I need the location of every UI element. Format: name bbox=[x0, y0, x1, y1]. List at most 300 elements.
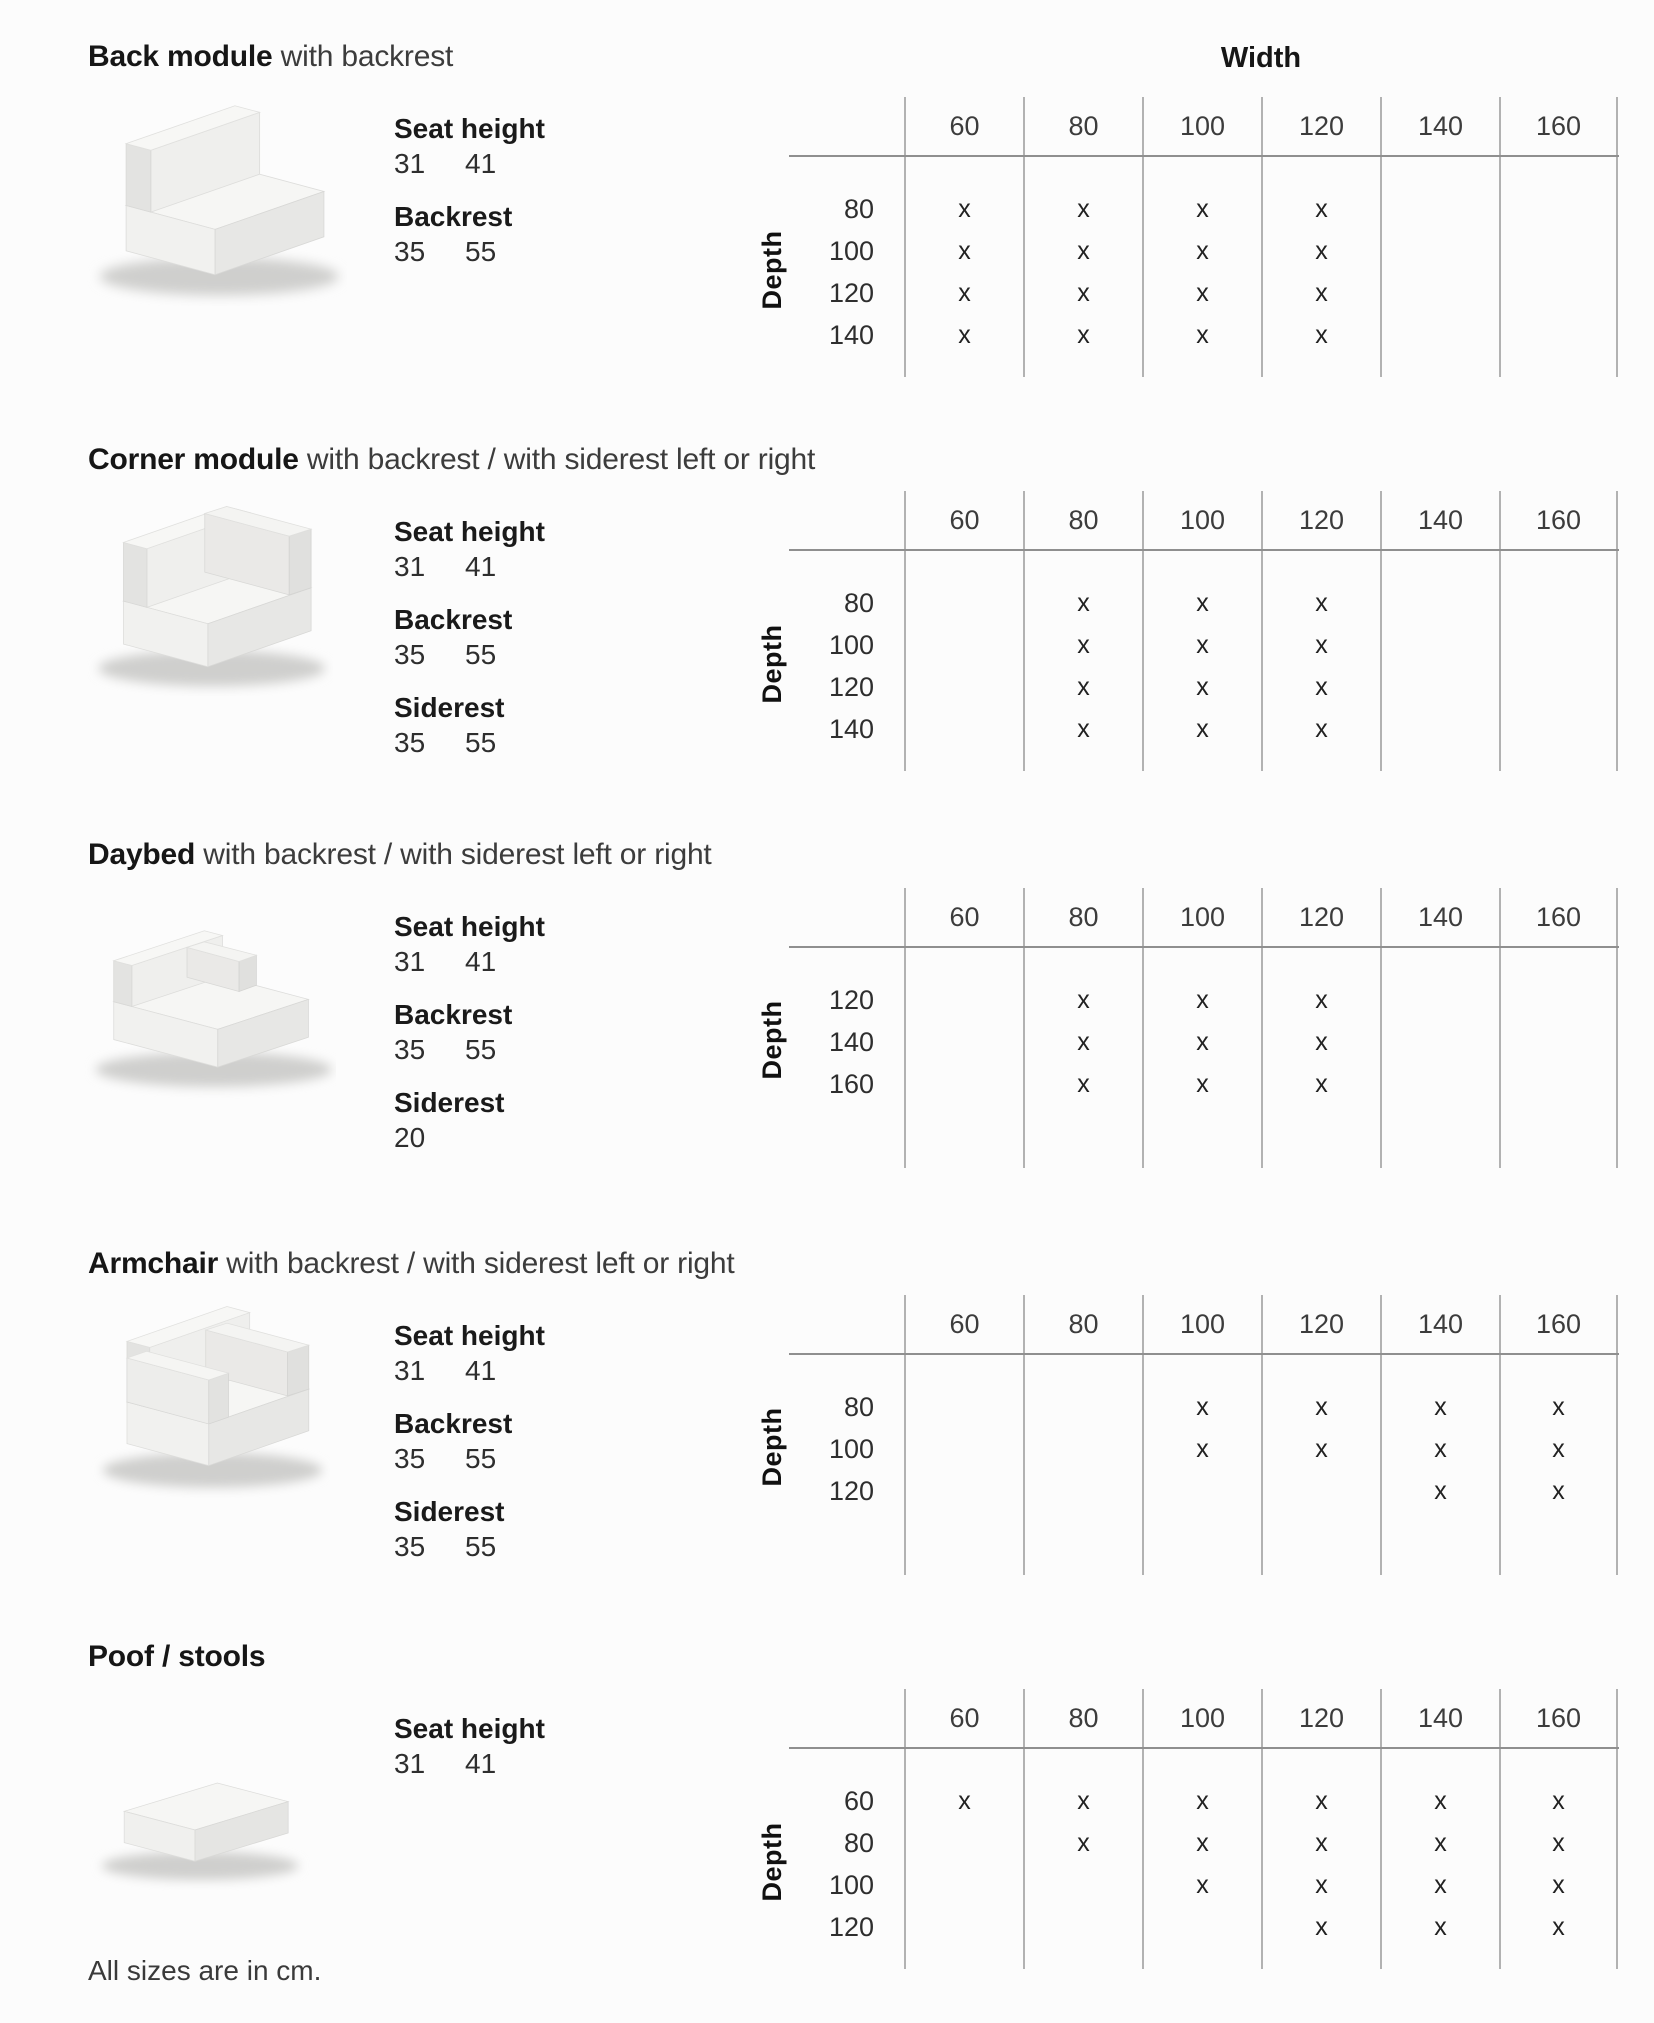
spec-label: Backrest bbox=[394, 1408, 513, 1439]
spec-siderest bbox=[394, 1086, 545, 1155]
section-title-name: Poof / stools bbox=[88, 1640, 266, 1673]
width-header-cell: 80 bbox=[1023, 1689, 1142, 1747]
empty-cell bbox=[1380, 1948, 1499, 1969]
spec-label: Seat height bbox=[394, 113, 545, 144]
spec-value-min: 31 bbox=[394, 1748, 426, 1779]
spec-value-min: 35 bbox=[394, 1443, 426, 1474]
availability-mark: x bbox=[1499, 1864, 1618, 1906]
empty-cell bbox=[1499, 272, 1618, 314]
empty-cell bbox=[1380, 1105, 1499, 1168]
empty-cell bbox=[1380, 356, 1499, 377]
table-row bbox=[789, 230, 1619, 272]
spec-values bbox=[394, 638, 545, 672]
depth-value: 100 bbox=[828, 1869, 874, 1900]
depth-axis-label: Depth bbox=[756, 230, 787, 310]
spec-value-min: 35 bbox=[394, 727, 426, 758]
empty-cell bbox=[1380, 582, 1499, 624]
width-header-cell: 60 bbox=[904, 1295, 1023, 1353]
empty-cell bbox=[1142, 551, 1261, 582]
availability-mark: x bbox=[1023, 230, 1142, 272]
depth-value: 100 bbox=[828, 235, 874, 266]
table-row bbox=[789, 1295, 1619, 1355]
table-row bbox=[789, 157, 1619, 188]
empty-cell bbox=[1023, 157, 1142, 188]
table-row bbox=[789, 1780, 1619, 1822]
empty-cell bbox=[1499, 1063, 1618, 1105]
spec-list bbox=[394, 1319, 545, 1583]
table-row bbox=[789, 1021, 1619, 1063]
spec-label: Backrest bbox=[394, 604, 513, 635]
section-title-subtitle: with backrest bbox=[272, 40, 454, 73]
empty-cell bbox=[904, 1822, 1023, 1864]
availability-mark: x bbox=[1261, 1906, 1380, 1948]
depth-axis-spacer bbox=[789, 356, 904, 377]
availability-mark: x bbox=[1023, 1021, 1142, 1063]
units-note: All sizes are in cm. bbox=[88, 1955, 322, 1986]
availability-mark: x bbox=[1142, 666, 1261, 708]
spec-value-max: 55 bbox=[465, 1531, 497, 1562]
section-title-subtitle: with backrest / with siderest left or right bbox=[218, 1247, 735, 1280]
availability-mark: x bbox=[1261, 666, 1380, 708]
width-header-cell: 160 bbox=[1499, 888, 1618, 946]
empty-cell bbox=[1142, 1105, 1261, 1168]
empty-cell bbox=[904, 1864, 1023, 1906]
width-header-cell: 60 bbox=[904, 888, 1023, 946]
empty-cell bbox=[1499, 551, 1618, 582]
empty-cell bbox=[1380, 272, 1499, 314]
availability-mark: x bbox=[1499, 1906, 1618, 1948]
empty-cell bbox=[1023, 948, 1142, 979]
empty-cell bbox=[1499, 356, 1618, 377]
section-corner-module bbox=[0, 443, 1654, 843]
empty-cell bbox=[904, 666, 1023, 708]
empty-cell bbox=[1380, 188, 1499, 230]
width-header-cell: 80 bbox=[1023, 491, 1142, 549]
depth-value: 140 bbox=[828, 319, 874, 350]
width-header-cell: 100 bbox=[1142, 1689, 1261, 1747]
empty-cell bbox=[1261, 356, 1380, 377]
spec-backrest bbox=[394, 200, 545, 269]
empty-cell bbox=[1023, 1105, 1142, 1168]
empty-cell bbox=[904, 1906, 1023, 1948]
spec-values bbox=[394, 235, 545, 269]
width-header-cell: 100 bbox=[1142, 1295, 1261, 1353]
empty-cell bbox=[1380, 1749, 1499, 1780]
depth-axis-label: Depth bbox=[756, 1000, 787, 1080]
availability-mark: x bbox=[1142, 1021, 1261, 1063]
empty-cell bbox=[1261, 750, 1380, 771]
availability-mark: x bbox=[1023, 188, 1142, 230]
empty-cell bbox=[1499, 230, 1618, 272]
width-header-cell: 80 bbox=[1023, 97, 1142, 155]
availability-mark: x bbox=[1142, 230, 1261, 272]
spec-backrest bbox=[394, 1407, 545, 1476]
depth-value: 120 bbox=[828, 1911, 874, 1942]
availability-mark: x bbox=[1380, 1386, 1499, 1428]
spec-value-max: 55 bbox=[465, 639, 497, 670]
depth-value: 80 bbox=[843, 587, 874, 618]
spec-values bbox=[394, 550, 545, 584]
spec-values bbox=[394, 1747, 545, 1781]
table-row bbox=[789, 1512, 1619, 1575]
spec-seat-height bbox=[394, 1712, 545, 1781]
daybed-image bbox=[68, 904, 336, 1101]
spec-seat-height bbox=[394, 515, 545, 584]
depth-value: 140 bbox=[828, 713, 874, 744]
spec-label: Seat height bbox=[394, 1713, 545, 1744]
depth-axis-spacer bbox=[789, 1512, 904, 1575]
table-row bbox=[789, 272, 1619, 314]
width-header-cell: 80 bbox=[1023, 888, 1142, 946]
empty-cell bbox=[1261, 1355, 1380, 1386]
section-daybed bbox=[0, 838, 1654, 1238]
spec-label: Siderest bbox=[394, 1087, 505, 1118]
width-header-cell: 100 bbox=[1142, 491, 1261, 549]
empty-cell bbox=[1261, 157, 1380, 188]
availability-mark: x bbox=[1261, 272, 1380, 314]
availability-mark: x bbox=[1023, 1780, 1142, 1822]
spec-value-min: 31 bbox=[394, 551, 426, 582]
availability-mark: x bbox=[1023, 624, 1142, 666]
empty-cell bbox=[904, 551, 1023, 582]
spec-value-min: 35 bbox=[394, 236, 426, 267]
availability-mark: x bbox=[1023, 979, 1142, 1021]
depth-axis-spacer bbox=[789, 1355, 904, 1386]
empty-cell bbox=[1142, 1906, 1261, 1948]
empty-cell bbox=[904, 1021, 1023, 1063]
section-title-subtitle: with backrest / with siderest left or right bbox=[298, 443, 816, 476]
spec-value-min: 35 bbox=[394, 1531, 426, 1562]
width-header-cell: 120 bbox=[1261, 491, 1380, 549]
width-header-cell: 120 bbox=[1261, 888, 1380, 946]
width-header-cell: 100 bbox=[1142, 888, 1261, 946]
availability-mark: x bbox=[1023, 666, 1142, 708]
empty-cell bbox=[1023, 1428, 1142, 1470]
spec-value-min: 35 bbox=[394, 639, 426, 670]
size-matrix-daybed bbox=[756, 888, 1619, 1168]
depth-value: 160 bbox=[828, 1068, 874, 1099]
availability-mark: x bbox=[1380, 1780, 1499, 1822]
spec-seat-height bbox=[394, 910, 545, 979]
empty-cell bbox=[1499, 666, 1618, 708]
depth-axis-spacer bbox=[789, 551, 904, 582]
spec-backrest bbox=[394, 998, 545, 1067]
spec-values bbox=[394, 1033, 545, 1067]
availability-mark: x bbox=[1499, 1822, 1618, 1864]
availability-mark: x bbox=[1142, 1780, 1261, 1822]
table-row bbox=[789, 666, 1619, 708]
table-row bbox=[789, 1689, 1619, 1749]
depth-value: 100 bbox=[828, 629, 874, 660]
availability-mark: x bbox=[1380, 1906, 1499, 1948]
empty-cell bbox=[1261, 1948, 1380, 1969]
availability-mark: x bbox=[1142, 1428, 1261, 1470]
spec-value-min: 35 bbox=[394, 1034, 426, 1065]
width-header-cell: 160 bbox=[1499, 1295, 1618, 1353]
empty-cell bbox=[1499, 157, 1618, 188]
availability-mark: x bbox=[1261, 708, 1380, 750]
depth-axis-spacer bbox=[789, 888, 904, 946]
availability-mark: x bbox=[1261, 314, 1380, 356]
table-row bbox=[789, 1063, 1619, 1105]
width-axis-label: Width bbox=[1220, 42, 1302, 74]
availability-mark: x bbox=[1499, 1428, 1618, 1470]
empty-cell bbox=[1023, 1749, 1142, 1780]
width-header-cell: 140 bbox=[1380, 97, 1499, 155]
empty-cell bbox=[1380, 624, 1499, 666]
availability-mark: x bbox=[1142, 1864, 1261, 1906]
table-row bbox=[789, 888, 1619, 948]
section-title bbox=[88, 1640, 265, 1674]
size-matrix-armchair bbox=[756, 1295, 1619, 1575]
corner-module-image bbox=[75, 501, 333, 696]
empty-cell bbox=[1499, 979, 1618, 1021]
empty-cell bbox=[1380, 157, 1499, 188]
empty-cell bbox=[1023, 1948, 1142, 1969]
poof-image bbox=[72, 1742, 318, 1891]
empty-cell bbox=[1380, 314, 1499, 356]
empty-cell bbox=[1380, 666, 1499, 708]
spec-seat-height bbox=[394, 1319, 545, 1388]
availability-mark: x bbox=[1261, 1021, 1380, 1063]
empty-cell bbox=[1261, 1749, 1380, 1780]
spec-value-max: 55 bbox=[465, 1443, 497, 1474]
empty-cell bbox=[1380, 1063, 1499, 1105]
empty-cell bbox=[1499, 188, 1618, 230]
table-row bbox=[789, 979, 1619, 1021]
spec-seat-height bbox=[394, 112, 545, 181]
empty-cell bbox=[904, 624, 1023, 666]
depth-axis-spacer bbox=[789, 1749, 904, 1780]
availability-mark: x bbox=[1023, 1822, 1142, 1864]
availability-mark: x bbox=[1261, 230, 1380, 272]
availability-mark: x bbox=[1142, 188, 1261, 230]
table-row bbox=[789, 948, 1619, 979]
empty-cell bbox=[1499, 314, 1618, 356]
spec-values bbox=[394, 1354, 545, 1388]
empty-cell bbox=[1499, 624, 1618, 666]
spec-values bbox=[394, 1121, 545, 1155]
spec-label: Siderest bbox=[394, 692, 505, 723]
depth-axis-spacer bbox=[789, 1689, 904, 1747]
availability-mark: x bbox=[1142, 1822, 1261, 1864]
spec-list bbox=[394, 910, 545, 1174]
spec-value-max: 41 bbox=[465, 1355, 497, 1386]
spec-list bbox=[394, 515, 545, 779]
width-header-cell: 160 bbox=[1499, 491, 1618, 549]
table-row bbox=[789, 1428, 1619, 1470]
availability-mark: x bbox=[1142, 708, 1261, 750]
table-row bbox=[789, 1470, 1619, 1512]
empty-cell bbox=[1142, 1470, 1261, 1512]
width-header-cell: 140 bbox=[1380, 1689, 1499, 1747]
table-row bbox=[789, 314, 1619, 356]
table-row bbox=[789, 1105, 1619, 1168]
empty-cell bbox=[1499, 750, 1618, 771]
table-row bbox=[789, 97, 1619, 157]
spec-values bbox=[394, 147, 545, 181]
empty-cell bbox=[1142, 1749, 1261, 1780]
depth-axis-spacer bbox=[789, 157, 904, 188]
spec-values bbox=[394, 1530, 545, 1564]
availability-mark: x bbox=[1142, 582, 1261, 624]
empty-cell bbox=[1499, 1355, 1618, 1386]
empty-cell bbox=[904, 1470, 1023, 1512]
empty-cell bbox=[1142, 948, 1261, 979]
empty-cell bbox=[1023, 1906, 1142, 1948]
depth-value: 120 bbox=[828, 1475, 874, 1506]
empty-cell bbox=[1380, 708, 1499, 750]
spec-siderest bbox=[394, 691, 545, 760]
availability-mark: x bbox=[1023, 314, 1142, 356]
availability-mark: x bbox=[1261, 1780, 1380, 1822]
empty-cell bbox=[904, 708, 1023, 750]
spec-value-max: 41 bbox=[465, 946, 497, 977]
spec-label: Seat height bbox=[394, 911, 545, 942]
depth-value: 140 bbox=[828, 1026, 874, 1057]
depth-axis-spacer bbox=[789, 97, 904, 155]
depth-axis-label: Depth bbox=[756, 1822, 787, 1902]
width-header-cell: 60 bbox=[904, 491, 1023, 549]
spec-label: Backrest bbox=[394, 999, 513, 1030]
availability-mark: x bbox=[1142, 314, 1261, 356]
table-row bbox=[789, 551, 1619, 582]
availability-mark: x bbox=[1499, 1780, 1618, 1822]
width-header-cell: 120 bbox=[1261, 97, 1380, 155]
spec-label: Seat height bbox=[394, 516, 545, 547]
table-row bbox=[789, 1386, 1619, 1428]
spec-value-max: 55 bbox=[465, 236, 497, 267]
availability-mark: x bbox=[1023, 1063, 1142, 1105]
spec-value-min: 20 bbox=[394, 1122, 426, 1153]
empty-cell bbox=[1499, 948, 1618, 979]
empty-cell bbox=[1380, 750, 1499, 771]
table-row bbox=[789, 1355, 1619, 1386]
size-matrix-poof-stools bbox=[756, 1689, 1619, 1969]
spec-label: Siderest bbox=[394, 1496, 505, 1527]
spec-label: Backrest bbox=[394, 201, 513, 232]
availability-mark: x bbox=[904, 272, 1023, 314]
empty-cell bbox=[1261, 551, 1380, 582]
availability-mark: x bbox=[1261, 1428, 1380, 1470]
empty-cell bbox=[1499, 1512, 1618, 1575]
table-row bbox=[789, 1906, 1619, 1948]
depth-axis-label: Depth bbox=[756, 1407, 787, 1487]
availability-mark: x bbox=[1261, 1063, 1380, 1105]
depth-value: 120 bbox=[828, 277, 874, 308]
empty-cell bbox=[904, 1948, 1023, 1969]
availability-mark: x bbox=[1261, 1822, 1380, 1864]
width-header-cell: 140 bbox=[1380, 1295, 1499, 1353]
availability-mark: x bbox=[1261, 188, 1380, 230]
table-row bbox=[789, 624, 1619, 666]
depth-axis-label: Depth bbox=[756, 624, 787, 704]
width-header-cell: 60 bbox=[904, 97, 1023, 155]
empty-cell bbox=[1499, 1948, 1618, 1969]
depth-value: 80 bbox=[843, 193, 874, 224]
back-module-image bbox=[75, 100, 347, 306]
empty-cell bbox=[1261, 948, 1380, 979]
availability-mark: x bbox=[1261, 624, 1380, 666]
empty-cell bbox=[1380, 551, 1499, 582]
empty-cell bbox=[904, 1105, 1023, 1168]
section-title bbox=[88, 838, 712, 872]
empty-cell bbox=[904, 582, 1023, 624]
spec-list bbox=[394, 112, 545, 288]
spec-backrest bbox=[394, 603, 545, 672]
availability-mark: x bbox=[1380, 1822, 1499, 1864]
availability-mark: x bbox=[1023, 708, 1142, 750]
empty-cell bbox=[904, 157, 1023, 188]
section-title-subtitle: with backrest / with siderest left or right bbox=[195, 838, 712, 871]
empty-cell bbox=[1023, 356, 1142, 377]
table-row bbox=[789, 708, 1619, 750]
table-row bbox=[789, 1822, 1619, 1864]
empty-cell bbox=[1380, 948, 1499, 979]
empty-cell bbox=[904, 979, 1023, 1021]
depth-value: 80 bbox=[843, 1391, 874, 1422]
spec-values bbox=[394, 945, 545, 979]
empty-cell bbox=[1023, 1864, 1142, 1906]
spec-value-max: 41 bbox=[465, 1748, 497, 1779]
empty-cell bbox=[1023, 1470, 1142, 1512]
depth-axis-spacer bbox=[789, 1295, 904, 1353]
availability-mark: x bbox=[1380, 1470, 1499, 1512]
spec-list bbox=[394, 1712, 545, 1800]
depth-axis-spacer bbox=[789, 1948, 904, 1969]
table-row bbox=[789, 1864, 1619, 1906]
section-title-name: Daybed bbox=[88, 838, 196, 871]
spec-value-min: 31 bbox=[394, 1355, 426, 1386]
empty-cell bbox=[904, 750, 1023, 771]
empty-cell bbox=[1380, 979, 1499, 1021]
empty-cell bbox=[1499, 1749, 1618, 1780]
empty-cell bbox=[1142, 1948, 1261, 1969]
empty-cell bbox=[1142, 750, 1261, 771]
spec-value-min: 31 bbox=[394, 946, 426, 977]
section-title bbox=[88, 1247, 735, 1281]
depth-value: 120 bbox=[828, 984, 874, 1015]
section-title bbox=[88, 443, 815, 477]
depth-axis-spacer bbox=[789, 750, 904, 771]
availability-mark: x bbox=[904, 230, 1023, 272]
availability-mark: x bbox=[1261, 1386, 1380, 1428]
empty-cell bbox=[1499, 582, 1618, 624]
availability-mark: x bbox=[1023, 272, 1142, 314]
armchair-image bbox=[80, 1305, 330, 1498]
availability-mark: x bbox=[1499, 1470, 1618, 1512]
spec-values bbox=[394, 726, 545, 760]
width-header-cell: 60 bbox=[904, 1689, 1023, 1747]
size-matrix-back-module bbox=[756, 97, 1619, 377]
availability-mark: x bbox=[1142, 1063, 1261, 1105]
availability-mark: x bbox=[1142, 624, 1261, 666]
availability-mark: x bbox=[1142, 1386, 1261, 1428]
table-row bbox=[789, 1948, 1619, 1969]
empty-cell bbox=[904, 1749, 1023, 1780]
width-header-cell: 160 bbox=[1499, 1689, 1618, 1747]
table-row bbox=[789, 750, 1619, 771]
empty-cell bbox=[1023, 1386, 1142, 1428]
section-title bbox=[88, 40, 453, 74]
table-row bbox=[789, 188, 1619, 230]
empty-cell bbox=[904, 356, 1023, 377]
depth-axis-spacer bbox=[789, 1105, 904, 1168]
availability-mark: x bbox=[1261, 1864, 1380, 1906]
spec-value-max: 41 bbox=[465, 551, 497, 582]
width-header-cell: 80 bbox=[1023, 1295, 1142, 1353]
empty-cell bbox=[1380, 1512, 1499, 1575]
